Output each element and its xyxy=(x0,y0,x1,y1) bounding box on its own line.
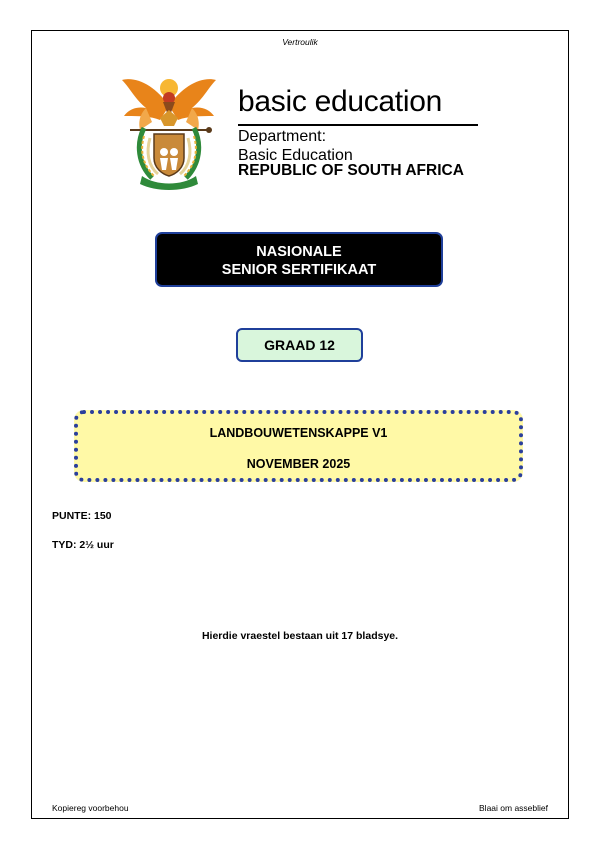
turn-over-footer: Blaai om asseblief xyxy=(479,803,548,813)
grade-box: GRAAD 12 xyxy=(236,328,363,362)
certificate-line-2: SENIOR SERTIFIKAAT xyxy=(221,262,377,278)
subject-box xyxy=(74,410,523,482)
subject-title: LANDBOUWETENSKAPPE V1 xyxy=(209,426,388,440)
coat-of-arms-icon xyxy=(116,66,222,192)
page-count-note: Hierdie vraestel bestaan uit 17 bladsye. xyxy=(201,630,399,642)
republic-label: REPUBLIC OF SOUTH AFRICA xyxy=(238,162,464,179)
department-block xyxy=(238,127,353,165)
department-label: Department: xyxy=(238,128,327,145)
copyright-footer: Kopiereg voorbehou xyxy=(52,803,129,813)
confidential-label: Vertroulik xyxy=(282,37,318,47)
exam-session: NOVEMBER 2025 xyxy=(246,457,351,471)
department-name: Basic Education xyxy=(238,147,353,164)
brand-title: basic education xyxy=(238,85,442,118)
certificate-box xyxy=(155,232,443,287)
time-label: TYD: 2½ uur xyxy=(52,539,114,551)
brand-underline xyxy=(238,124,478,126)
marks-label: PUNTE: 150 xyxy=(52,510,112,522)
certificate-line-1: NASIONALE xyxy=(256,244,342,260)
